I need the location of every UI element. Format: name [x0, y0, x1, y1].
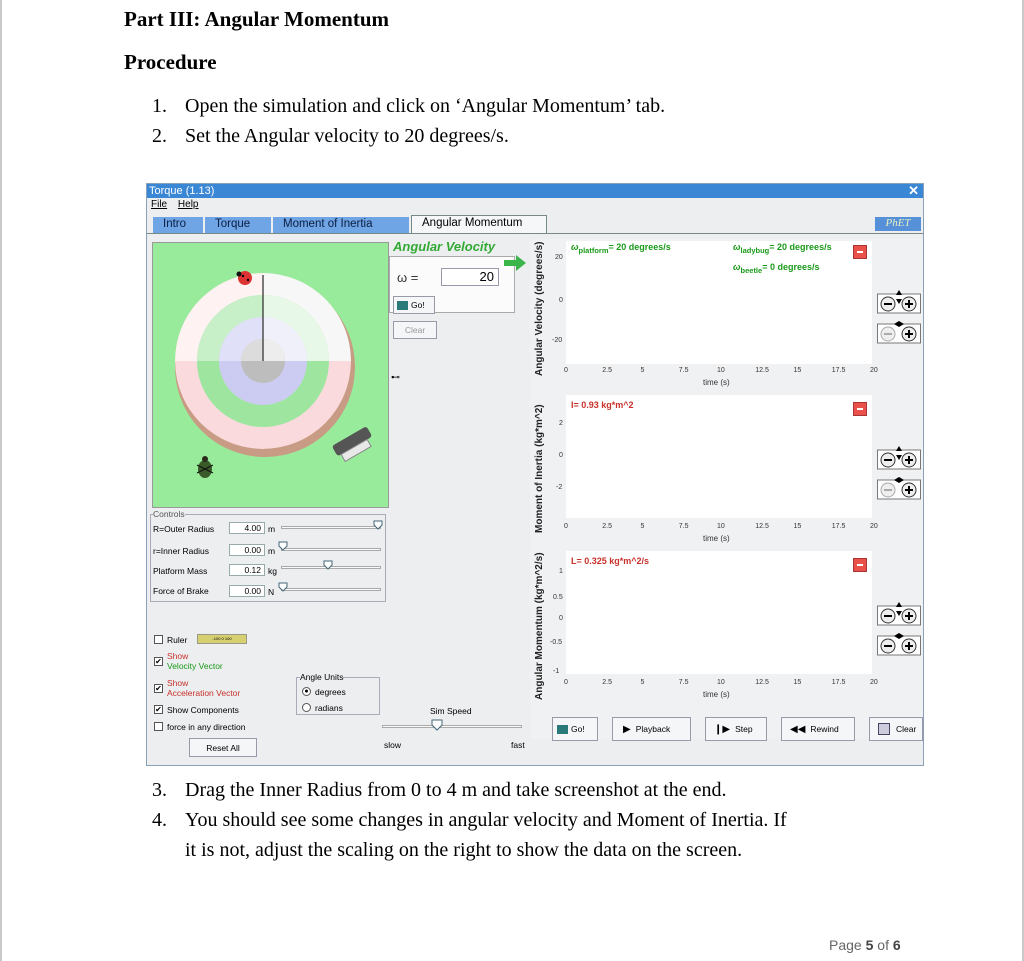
go-button[interactable]: Go! — [552, 717, 598, 741]
x-tick-label: 7.5 — [678, 523, 689, 530]
graph1-xlabel: time (s) — [703, 378, 730, 387]
graph1-minimize-button[interactable] — [853, 245, 867, 259]
x-tick-label: 5 — [640, 367, 645, 374]
force-of-brake-label: Force of Brake — [153, 586, 209, 596]
graph3-ytick: 0 — [559, 615, 563, 622]
graph3-ytick: 0.5 — [553, 594, 563, 601]
close-icon[interactable]: ✕ — [908, 183, 919, 198]
sim-speed-knob[interactable] — [431, 719, 443, 731]
step-2: 2. Set the Angular velocity to 20 degrees/s. — [152, 125, 509, 147]
step-1: 1. Open the simulation and click on ‘Angular Momentum’ tab. — [152, 95, 666, 117]
graph3-zoom-vertical-icon[interactable] — [877, 602, 921, 626]
graph-moment-of-inertia — [566, 395, 872, 518]
outer-radius-field[interactable]: 4.00 — [229, 522, 265, 534]
rewind-icon: ◀◀ — [790, 723, 806, 735]
graph2-ytick: 0 — [559, 452, 563, 459]
x-tick-label: 7.5 — [678, 367, 689, 374]
platform-mass-knob[interactable] — [323, 560, 333, 570]
x-tick-label: 17.5 — [831, 679, 846, 686]
radians-radio[interactable] — [302, 703, 311, 712]
graph1-ytick: 20 — [555, 254, 563, 261]
window-titlebar — [147, 184, 923, 198]
graph3-ylabel: Angular Momentum (kg*m^2/s) — [534, 552, 545, 700]
x-tick-label: 20 — [870, 679, 878, 686]
heading-part: Part III: Angular Momentum — [124, 7, 390, 31]
go-button-velocity[interactable]: Go! — [393, 296, 435, 314]
degrees-radio[interactable]: ● — [302, 687, 311, 696]
angular-velocity-title: Angular Velocity — [393, 239, 496, 254]
step-button[interactable]: ❙▶ Step — [705, 717, 767, 741]
graph1-ylabel: Angular Velocity (degrees/s) — [534, 241, 545, 376]
show-velocity-label: Show Velocity Vector — [167, 651, 223, 671]
simulation-window — [146, 183, 924, 766]
page-footer: Page 5 of 6 — [829, 937, 901, 953]
x-tick-label: 0 — [564, 367, 568, 374]
force-any-direction-checkbox[interactable] — [154, 722, 163, 731]
graph2-zoom-vertical-icon[interactable] — [877, 446, 921, 470]
x-tick-label: 5 — [640, 679, 645, 686]
steps-list-after — [152, 775, 787, 865]
graph2-minimize-button[interactable] — [853, 402, 867, 416]
omega-label: ω = — [397, 270, 419, 285]
outer-radius-label: R=Outer Radius — [153, 524, 215, 534]
menu-bar — [151, 199, 206, 210]
playback-button[interactable]: ▶ Playback — [612, 717, 691, 741]
heading-procedure: Procedure — [124, 50, 217, 74]
step-4-continued: it is not, adjust the scaling on the right to show the data on the screen. — [185, 839, 743, 861]
graph1-zoom-horizontal-icon[interactable] — [877, 320, 921, 344]
outer-radius-slider[interactable] — [281, 526, 381, 529]
degrees-label: degrees — [315, 687, 346, 697]
graph-angular-momentum — [566, 551, 872, 674]
x-tick-label: 17.5 — [831, 523, 846, 530]
graph1-zoom-vertical-icon[interactable] — [877, 290, 921, 314]
graph1-legend-platform: $\omega_{platform}= 20$ degrees/s — [571, 242, 671, 255]
x-tick-label: 15 — [793, 367, 802, 374]
sim-speed-title: Sim Speed — [430, 706, 472, 716]
window-title: Torque (1.13) — [149, 185, 215, 197]
ruler-preview: -100 0 100 — [197, 634, 247, 644]
inner-radius-field[interactable]: 0.00 — [229, 544, 265, 556]
x-tick-label: 12.5 — [755, 367, 769, 374]
ruler-checkbox[interactable] — [154, 635, 163, 644]
inner-radius-slider[interactable] — [281, 548, 381, 551]
outer-radius-unit: m — [268, 524, 276, 534]
force-of-brake-field[interactable]: 0.00 — [229, 585, 265, 597]
radians-label: radians — [315, 703, 343, 713]
inner-radius-label: r=Inner Radius — [153, 546, 209, 556]
x-tick-label: 12.5 — [755, 679, 769, 686]
menu-help[interactable]: Help — [177, 199, 199, 210]
play-area — [152, 242, 389, 508]
graph3-ytick: -0.5 — [550, 639, 563, 646]
graph2-zoom-horizontal-icon[interactable] — [877, 476, 921, 500]
x-tick-label: 2.5 — [602, 367, 612, 374]
phet-logo: PhET — [875, 217, 921, 231]
step-3: 3. Drag the Inner Radius from 0 to 4 m and take screenshot at the end. — [152, 779, 727, 801]
show-acceleration-checkbox[interactable]: ✔ — [155, 684, 162, 693]
apply-arrow-icon — [504, 255, 526, 271]
tab-angular-momentum[interactable]: Angular Momentum — [411, 215, 547, 233]
force-any-direction-label: force in any direction — [167, 722, 246, 732]
force-of-brake-slider[interactable] — [281, 588, 381, 591]
controls-title: Controls — [153, 509, 185, 519]
x-tick-label: 12.5 — [755, 523, 769, 530]
x-tick-label: 0 — [564, 523, 568, 530]
graph-angular-velocity — [566, 241, 872, 364]
inner-radius-unit: m — [268, 546, 276, 556]
tab-torque[interactable]: Torque — [205, 217, 271, 233]
beetle-icon — [197, 456, 213, 478]
graph2-ylabel: Moment of Inertia (kg*m^2) — [534, 404, 545, 533]
force-of-brake-knob[interactable] — [278, 582, 288, 592]
menu-file[interactable]: File — [151, 199, 168, 210]
force-arrow-icon[interactable]: ⊷ — [391, 372, 400, 382]
inner-radius-knob[interactable] — [278, 541, 288, 551]
clear-button-velocity[interactable]: Clear — [393, 321, 437, 339]
clear-graphs-button[interactable]: Clear — [869, 717, 923, 741]
ruler-label: Ruler — [167, 635, 188, 645]
x-tick-label: 10 — [717, 367, 725, 374]
graph3-zoom-horizontal-icon[interactable] — [877, 632, 921, 656]
x-tick-label: 5 — [640, 523, 645, 530]
platform-mass-field[interactable]: 0.12 — [229, 564, 265, 576]
graph2-legend: I= 0.93 kg*m^2 — [571, 400, 634, 410]
sim-speed-slider[interactable] — [382, 725, 522, 728]
show-velocity-checkbox[interactable]: ✔ — [155, 657, 162, 666]
graph2-ytick: -2 — [556, 484, 563, 491]
show-components-label: Show Components — [167, 705, 239, 715]
speed-fast-label: fast — [511, 740, 525, 750]
x-tick-label: 10 — [717, 679, 725, 686]
graph1-ytick: 0 — [559, 297, 563, 304]
x-tick-label: 10 — [717, 523, 725, 530]
play-icon: ▶ — [623, 723, 631, 735]
graph3-ytick: -1 — [553, 668, 560, 675]
go-icon — [557, 725, 568, 734]
graph1-legend-ladybug: $\omega_{ladybug}= 20$ degrees/s — [733, 242, 832, 255]
x-tick-label: 2.5 — [602, 523, 612, 530]
rewind-button[interactable]: ◀◀ Rewind — [781, 717, 855, 741]
graph3-minimize-button[interactable] — [853, 558, 867, 572]
graph3-legend: L= 0.325 kg*m^2/s — [571, 556, 650, 566]
x-tick-label: 15 — [793, 523, 802, 530]
graph3-ytick: 1 — [559, 568, 563, 575]
x-tick-label: 15 — [793, 679, 802, 686]
omega-input[interactable]: 20 — [441, 268, 499, 286]
graph2-ytick: 2 — [559, 420, 563, 427]
x-tick-label: 0 — [564, 679, 568, 686]
step-icon: ❙▶ — [714, 723, 731, 735]
tab-intro[interactable]: Intro — [153, 217, 203, 233]
reset-all-button[interactable]: Reset All — [189, 738, 257, 757]
go-icon — [397, 301, 408, 310]
show-components-checkbox[interactable]: ✔ — [155, 705, 162, 714]
platform-mass-label: Platform Mass — [153, 566, 208, 576]
x-tick-label: 20 — [870, 367, 878, 374]
force-of-brake-unit: N — [268, 587, 275, 597]
graph1-legend-beetle: $\omega_{beetle}= 0$ degrees/s — [733, 262, 820, 275]
step-4: 4. You should see some changes in angular velocity and Moment of Inertia. If — [152, 809, 787, 831]
graph3-xlabel: time (s) — [703, 690, 730, 699]
angle-units-title: Angle Units — [300, 672, 344, 682]
tab-bar — [153, 215, 923, 233]
steps-list-before — [152, 91, 665, 151]
graph1-ytick: -20 — [552, 337, 563, 344]
graph2-xlabel: time (s) — [703, 534, 730, 543]
x-tick-label: 20 — [870, 523, 878, 530]
x-tick-label: 17.5 — [831, 367, 846, 374]
x-tick-label: 7.5 — [678, 679, 689, 686]
speed-slow-label: slow — [384, 740, 402, 750]
show-acceleration-label: Show Acceleration Vector — [167, 678, 241, 698]
rotating-platform[interactable] — [153, 243, 390, 509]
clear-icon — [878, 723, 890, 735]
tab-moment-of-inertia[interactable]: Moment of Inertia — [273, 217, 409, 233]
outer-radius-knob[interactable] — [373, 520, 383, 530]
x-tick-label: 2.5 — [602, 679, 612, 686]
tab-divider — [147, 233, 923, 234]
page-left-edge — [0, 0, 2, 961]
platform-mass-unit: kg — [268, 566, 277, 576]
brake-handle-icon — [332, 426, 377, 463]
